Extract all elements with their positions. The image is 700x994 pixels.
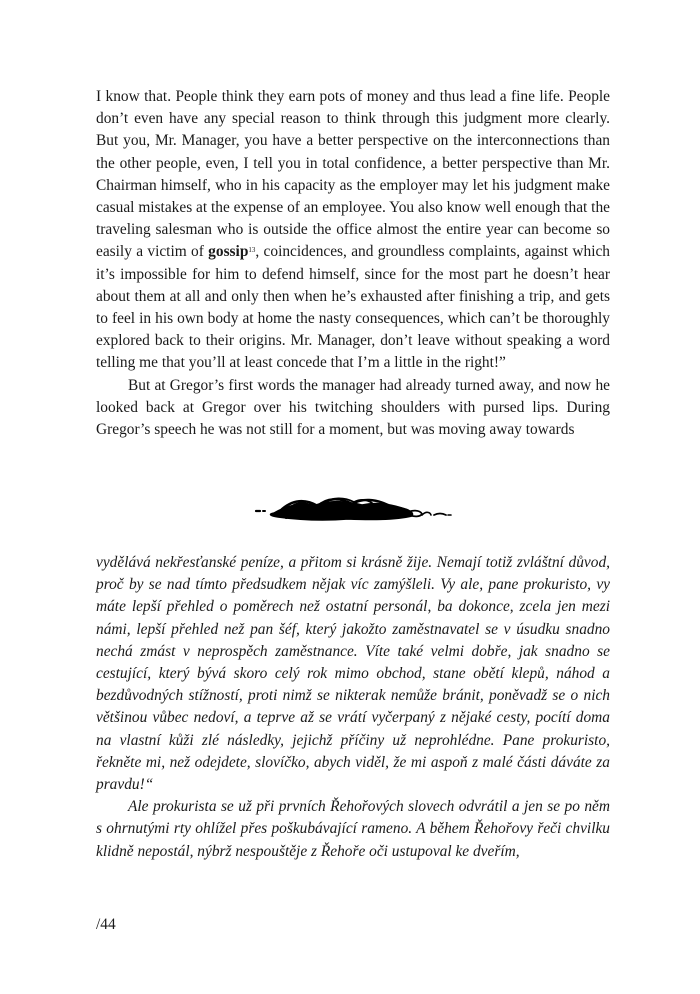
english-paragraph-1-end: , coincidences, and groundless complaints, against which it’s impossible for him to defend himself, since for the most part he doesn’t hear about them at all and only then when he’s exhausted after finishing a trip, and gets to feel in his own body at home the nasty consequences, which can’t be thoroughly explored back to their origins. Mr. Manager, don’t leave without speaking a word telling me that you’ll at least concede that I’m a little in the right!” — [96, 243, 610, 372]
english-paragraph-1-start: I know that. People think they earn pots of money and thus lead a fine life. People don’t even have any special reason to think through this judgment more clearly. But you, Mr. Manager, you have a better perspective on the interconnections than the other people, even, I tell you in total confidence, a better perspective than Mr. Chairman himself, who in his capacity as the employer may let his judgment make casual mistakes at the expense of an employee. You also know well enough that the traveling salesman who is outside the office almost the entire year can become so easily a victim of — [96, 88, 610, 261]
footnote-marker: 13 — [248, 246, 256, 255]
czech-paragraph: Ale prokurista se už při prvních Řehořových slovech odvrátil a jen se po něm s ohrnutými rty ohlížel přes poškubávající rameno. A během Řehořovy řeči chvilku klidně nepostál, nýbrž nespouštěje z Řehoře oči ustupoval ke dveřím, — [96, 798, 610, 860]
scribble-divider — [254, 494, 454, 524]
czech-paragraph: vydělává nekřesťanské peníze, a přitom si krásně žije. Nemají totiž zvláštní důvod, proč by se nad tímto předsudkem nějak víc zamýšleli. Vy ale, pane prokuristo, vy máte lepší přehled o poměrech než ostatní personál, ba dokonce, zcela jen mezi námi, lepší přehled než pan šéf, který jakožto zaměstnavatel se v úsudku snadno nechá zmást v neprospěch zaměstnance. Víte také velmi dobře, jak snadno se cestující, který bývá skoro celý rok mimo obchod, stane obětí klepů, náhod a bezdůvodných stížností, proti nimž se nikterak nemůže bránit, poněvadž se o nich většinou vůbec nedoví, a teprve až se vrátí vyčerpaný z nějaké cesty, pocítí doma na vlastní kůži zlé následky, jejichž příčiny už neprohlédne. Pane prokuristo, řekněte mi, než odejdete, slovíčko, abych viděl, že mi aspoň z malé části dáváte za pravdu!“ — [96, 554, 610, 794]
english-paragraph — [96, 86, 610, 375]
english-text — [96, 86, 610, 441]
english-paragraph: But at Gregor’s first words the manager had already turned away, and now he looked back at Gregor over his twitching shoulders with pursed lips. During Gregor’s speech he was not still for a moment, but was moving away towards — [96, 376, 610, 439]
czech-text — [96, 552, 610, 863]
glossary-term: gossip$^{13}$ — [208, 243, 256, 261]
page-number: /44 — [96, 916, 116, 933]
